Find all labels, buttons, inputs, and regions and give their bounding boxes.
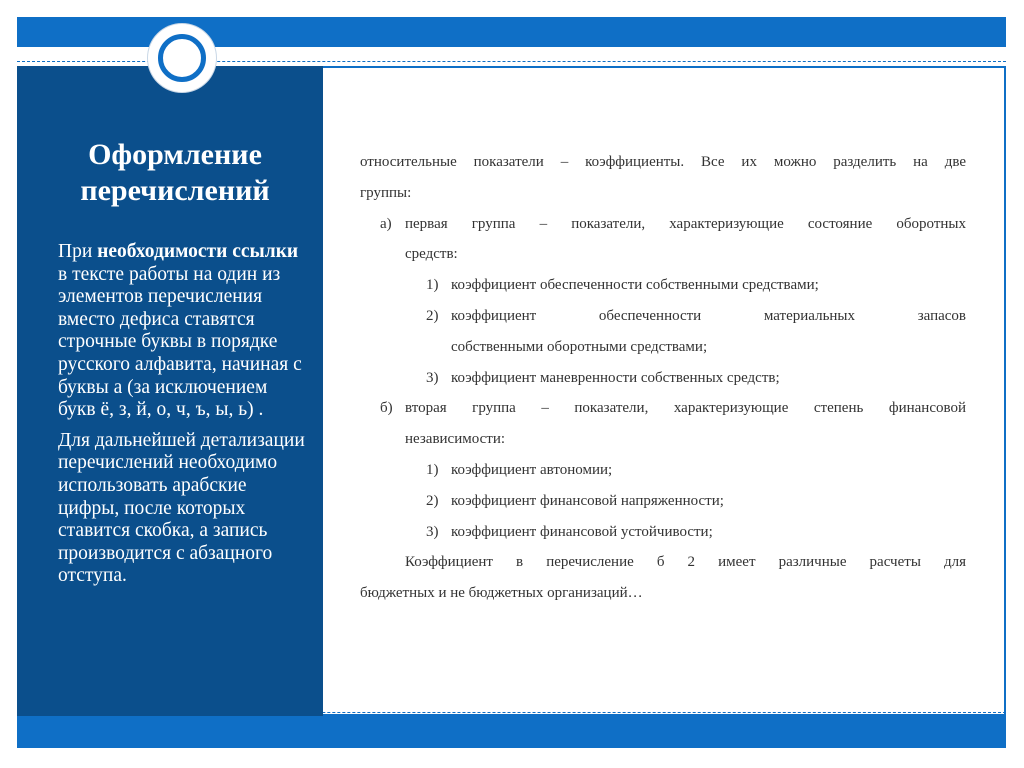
paragraph-1-bold: необходимости ссылки (97, 241, 299, 262)
list-item-text: коэффициент финансовой устойчивости; (451, 523, 713, 540)
list-item (360, 363, 966, 394)
list-item-continuation: собственными оборотными средствами; (451, 338, 708, 355)
list-item-text: коэффициент обеспеченности материальных запасов (451, 307, 966, 324)
group-b-line-2: независимости: (405, 431, 506, 448)
group-a (360, 209, 966, 240)
list-item-number: 1) (426, 277, 439, 294)
description-paragraph-1 (58, 241, 308, 422)
paragraph-1-suffix: в тексте работы на один из элементов перечисления вместо дефиса ставятся строчные буквы в порядке русского алфавита, начиная с буквы а (за исключением букв ё, з, й, о, ч, ъ, ы, ь) . (58, 263, 302, 421)
list-item-number: 2) (426, 492, 439, 509)
group-b-line-1: вторая группа – показатели, характеризующие степень финансовой (405, 400, 966, 417)
list-item-number: 3) (426, 369, 439, 386)
list-item (360, 517, 966, 548)
description-paragraph-2: Для дальнейшей детализации перечислений необходимо использовать арабские цифры, после которых ставится скобка, а запись производится с абзацного отступа. (58, 429, 305, 587)
list-item-number: 3) (426, 523, 439, 540)
group-a-marker: а) (380, 215, 392, 232)
example-document (360, 147, 966, 609)
list-item (360, 486, 966, 517)
closing-line-1: Коэффициент в перечисление б 2 имеет различные расчеты для (405, 554, 966, 571)
list-item-text: коэффициент финансовой напряженности; (451, 492, 724, 509)
group-b (360, 393, 966, 424)
list-item-text: коэффициент маневренности собственных средств; (451, 369, 780, 386)
intro-line-1: относительные показатели – коэффициенты. Все их можно разделить на две (360, 154, 966, 170)
group-b-marker: б) (380, 400, 393, 417)
slide-title: Оформление перечислений (80, 138, 270, 207)
list-item-number: 1) (426, 461, 439, 478)
list-item (360, 301, 966, 332)
list-item (360, 270, 966, 301)
group-a-line-1: первая группа – показатели, характеризующие состояние оборотных (405, 215, 966, 232)
list-item-number: 2) (426, 307, 439, 324)
group-a-line-2: средств: (405, 246, 458, 263)
circle-ring-icon (148, 24, 216, 92)
list-item (360, 455, 966, 486)
list-item-text: коэффициент автономии; (451, 461, 613, 478)
slide-description (58, 241, 308, 596)
list-item-text: коэффициент обеспеченности собственными средствами; (451, 277, 819, 294)
bottom-accent-band (17, 716, 1006, 748)
paragraph-1-prefix: При (58, 241, 98, 262)
intro-line-2: группы: (360, 184, 412, 201)
closing-line-2: бюджетных и не бюджетных организаций… (360, 585, 643, 602)
